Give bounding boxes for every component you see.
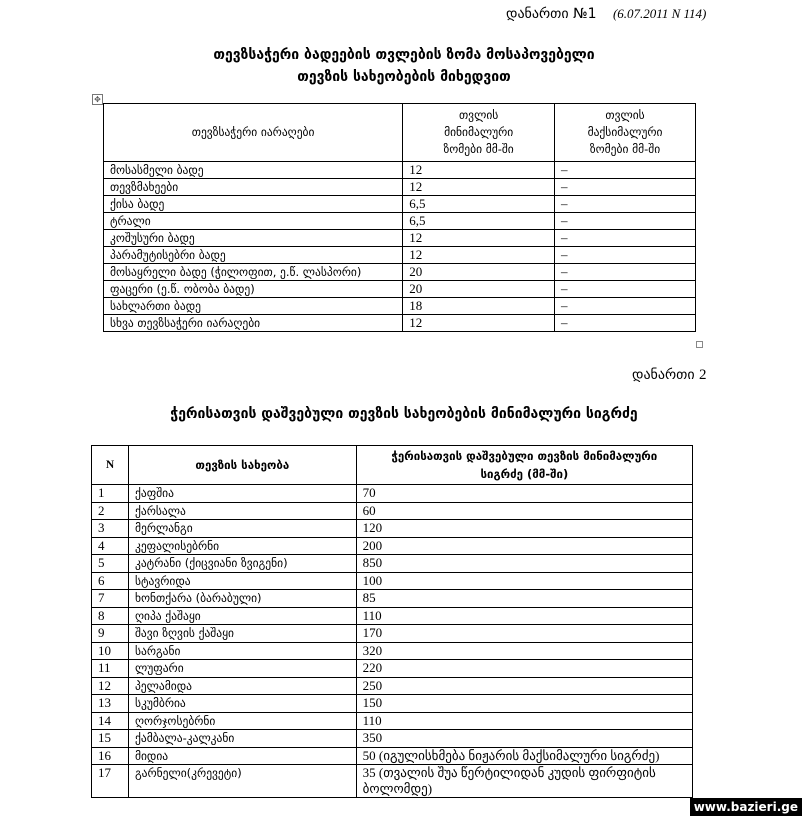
species-name-cell: შავი ზღვის ქაშაყი [128, 625, 356, 643]
min-length-cell: 220 [356, 660, 692, 678]
annex2-heading [632, 367, 707, 384]
gear-name-cell: ტრალი [104, 213, 403, 230]
row-number-cell: 6 [92, 572, 129, 590]
min-length-cell: 850 [356, 555, 692, 573]
table-row [92, 712, 693, 730]
annex1-label: დანართი №1 [506, 6, 597, 22]
max-mesh-cell: – [555, 264, 696, 281]
gear-name-cell: სხვა თევზსაჭერი იარაღები [104, 315, 403, 332]
min-mesh-cell: 20 [403, 281, 555, 298]
gear-name-cell: სახლართი ბადე [104, 298, 403, 315]
row-number-cell: 10 [92, 642, 129, 660]
species-name-cell: მერლანგი [128, 520, 356, 538]
gear-name-cell: თევზმახეები [104, 179, 403, 196]
row-number-cell: 1 [92, 485, 129, 503]
species-name-cell: სარგანი [128, 642, 356, 660]
min-length-cell: 170 [356, 625, 692, 643]
species-name-cell: კატრანი (ქიცვიანი ზვიგენი) [128, 555, 356, 573]
column-header-max-mesh-text: თვლის მაქსიმალური ზომები მმ-ში [587, 108, 663, 156]
column-header-max-mesh [555, 104, 696, 162]
gear-name-cell: ფაცერი (ე.წ. ობობა ბადე) [104, 281, 403, 298]
row-number-cell: 14 [92, 712, 129, 730]
row-number-cell: 4 [92, 537, 129, 555]
gear-name-cell: კოშუსური ბადე [104, 230, 403, 247]
table-row [104, 213, 696, 230]
site-watermark: www.bazieri.ge [690, 798, 802, 816]
table1-title [0, 44, 808, 88]
max-mesh-cell: – [555, 298, 696, 315]
table-row [92, 642, 693, 660]
table-row [92, 695, 693, 713]
species-name-cell: ქარსალა [128, 502, 356, 520]
column-header-species: თევზის სახეობა [128, 446, 356, 485]
table-header-row [92, 446, 693, 485]
species-name-cell: მიდია [128, 747, 356, 765]
min-mesh-cell: 6,5 [403, 196, 555, 213]
row-number-cell: 3 [92, 520, 129, 538]
max-mesh-cell: – [555, 247, 696, 264]
table-row [104, 196, 696, 213]
annex1-reference: (6.07.2011 N 114) [612, 6, 707, 21]
row-number-cell: 5 [92, 555, 129, 573]
min-length-cell: 50 (იგულისხმება ნიჟარის მაქსიმალური სიგრძე) [356, 747, 692, 765]
table-row [104, 264, 696, 281]
max-mesh-cell: – [555, 315, 696, 332]
min-length-cell: 350 [356, 730, 692, 748]
table-move-handle-icon[interactable]: ✥ [92, 94, 103, 105]
min-mesh-cell: 12 [403, 179, 555, 196]
fishing-gear-mesh-table [103, 103, 696, 332]
min-length-cell: 120 [356, 520, 692, 538]
min-mesh-cell: 6,5 [403, 213, 555, 230]
table-row [104, 230, 696, 247]
min-length-cell: 110 [356, 607, 692, 625]
species-name-cell: სკუმბრია [128, 695, 356, 713]
annex2-number: 2 [699, 367, 707, 383]
table-row [92, 572, 693, 590]
row-number-cell: 16 [92, 747, 129, 765]
species-name-cell: ქამბალა-კალკანი [128, 730, 356, 748]
min-length-cell: 100 [356, 572, 692, 590]
table1-title-line2: თევზის სახეობების მიხედვით [297, 69, 511, 85]
table-row [92, 730, 693, 748]
min-mesh-cell: 18 [403, 298, 555, 315]
min-length-cell: 35 (თვალის შუა წერტილიდან კუდის ფირფიტის ბოლომდე) [356, 765, 692, 798]
row-number-cell: 17 [92, 765, 129, 798]
min-mesh-cell: 12 [403, 315, 555, 332]
min-length-cell: 250 [356, 677, 692, 695]
gear-name-cell: პარამუტისებრი ბადე [104, 247, 403, 264]
max-mesh-cell: – [555, 196, 696, 213]
table-row [92, 660, 693, 678]
column-header-gear: თევზსაჭერი იარაღები [104, 104, 403, 162]
min-length-cell: 70 [356, 485, 692, 503]
column-header-min-mesh [403, 104, 555, 162]
table2-title: ჭერისათვის დაშვებული თევზის სახეობების მინიმალური სიგრძე [170, 406, 638, 422]
row-number-cell: 11 [92, 660, 129, 678]
table-row [92, 590, 693, 608]
row-number-cell: 2 [92, 502, 129, 520]
min-length-cell: 200 [356, 537, 692, 555]
table1-title-line1: თევზსაჭერი ბადეების თვლების ზომა მოსაპოვებელი [213, 47, 595, 63]
species-name-cell: ხონთქარა (ბარაბული) [128, 590, 356, 608]
min-length-cell: 150 [356, 695, 692, 713]
row-number-cell: 8 [92, 607, 129, 625]
column-header-min-mesh-text: თვლის მინიმალური ზომები მმ-ში [443, 108, 514, 156]
table-row [104, 247, 696, 264]
column-header-min-length [356, 446, 692, 485]
table-row [92, 537, 693, 555]
table-row [104, 315, 696, 332]
gear-name-cell: მოსაყრელი ბადე (ჭილოფით, ე.წ. ლასპორი) [104, 264, 403, 281]
species-name-cell: პელამიდა [128, 677, 356, 695]
gear-name-cell: ქისა ბადე [104, 196, 403, 213]
table-row [92, 765, 693, 798]
max-mesh-cell: – [555, 179, 696, 196]
max-mesh-cell: – [555, 230, 696, 247]
row-number-cell: 12 [92, 677, 129, 695]
table-row [92, 485, 693, 503]
species-name-cell: ღიპა ქაშაყი [128, 607, 356, 625]
table-row [92, 520, 693, 538]
species-name-cell: ღორჯოსებრნი [128, 712, 356, 730]
species-name-cell: ლუფარი [128, 660, 356, 678]
table-row [92, 502, 693, 520]
table-row [104, 281, 696, 298]
table-row [92, 625, 693, 643]
column-header-min-length-text: ჭერისათვის დაშვებული თევზის მინიმალური სიგრძე (მმ-ში) [391, 449, 658, 481]
table-row [92, 677, 693, 695]
table-row [104, 179, 696, 196]
min-mesh-cell: 12 [403, 230, 555, 247]
min-length-cell: 110 [356, 712, 692, 730]
table-row [92, 607, 693, 625]
min-length-cell: 320 [356, 642, 692, 660]
table-row [92, 555, 693, 573]
species-name-cell: სტავრიდა [128, 572, 356, 590]
gear-name-cell: მოსასმელი ბადე [104, 162, 403, 179]
table-row [92, 747, 693, 765]
row-number-cell: 9 [92, 625, 129, 643]
table-resize-handle[interactable] [696, 341, 703, 348]
annex2-label: დანართი [632, 367, 695, 383]
min-mesh-cell: 20 [403, 264, 555, 281]
row-number-cell: 7 [92, 590, 129, 608]
row-number-cell: 13 [92, 695, 129, 713]
max-mesh-cell: – [555, 213, 696, 230]
min-mesh-cell: 12 [403, 162, 555, 179]
annex1-heading [506, 6, 706, 22]
table-row [104, 298, 696, 315]
column-header-number: N [92, 446, 129, 485]
max-mesh-cell: – [555, 281, 696, 298]
min-length-cell: 60 [356, 502, 692, 520]
table-row [104, 162, 696, 179]
fish-min-length-table [91, 445, 693, 798]
species-name-cell: ქაფშია [128, 485, 356, 503]
table-header-row [104, 104, 696, 162]
species-name-cell: გარნელი(კრევეტი) [128, 765, 356, 798]
min-length-cell: 85 [356, 590, 692, 608]
min-mesh-cell: 12 [403, 247, 555, 264]
row-number-cell: 15 [92, 730, 129, 748]
max-mesh-cell: – [555, 162, 696, 179]
species-name-cell: კეფალისებრნი [128, 537, 356, 555]
